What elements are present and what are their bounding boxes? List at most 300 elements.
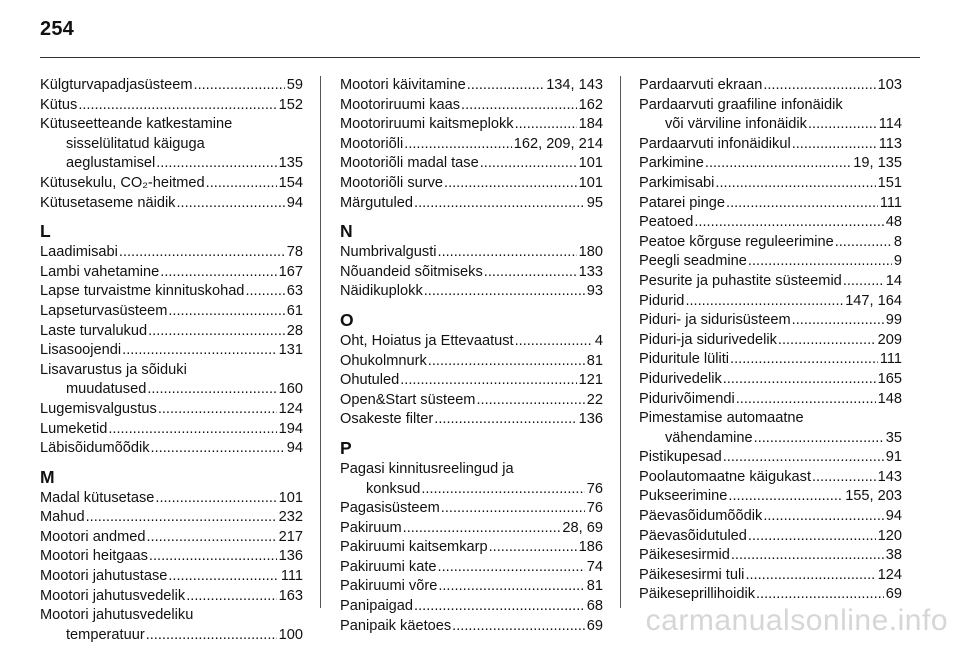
dot-leader: [404, 135, 511, 155]
page-ref[interactable]: 209: [877, 331, 902, 348]
dot-leader: [151, 439, 285, 459]
dot-leader: [694, 213, 883, 233]
index-entry: [340, 371, 603, 391]
dot-leader: [515, 332, 593, 352]
index-entry: [639, 252, 902, 272]
index-entry: [40, 302, 303, 322]
page-ref[interactable]: 154: [278, 174, 303, 191]
dot-leader: [745, 566, 875, 586]
page-ref[interactable]: 99: [885, 312, 902, 329]
entry-title: Piduri- ja sidurisüsteem: [639, 312, 791, 329]
dot-leader: [812, 468, 876, 488]
page-ref[interactable]: 194: [278, 420, 303, 437]
entry-title: Lapseturvasüsteem: [40, 302, 168, 319]
dot-leader: [438, 243, 577, 263]
header-rule: [40, 57, 920, 58]
dot-leader: [726, 194, 878, 214]
index-column-2: [340, 76, 603, 636]
dot-leader: [414, 194, 585, 214]
page-ref[interactable]: 163: [278, 587, 303, 604]
index-entry: [639, 546, 902, 566]
index-entry: [639, 311, 902, 331]
index-entry: [340, 410, 603, 430]
page-ref[interactable]: 22: [586, 391, 603, 408]
index-entry: [40, 439, 303, 459]
entry-title: või värviline infonäidik: [665, 116, 807, 133]
index-entry: [40, 508, 303, 528]
page-ref[interactable]: 38: [885, 547, 902, 564]
entry-title: Oht, Hoiatus ja Ettevaatust: [340, 332, 514, 349]
page-ref[interactable]: 152: [278, 96, 303, 113]
entry-title: Poolautomaatne käigukast: [639, 468, 811, 485]
index-entry: [639, 487, 902, 507]
index-entry-line: [40, 626, 303, 645]
page-ref[interactable]: 95: [586, 194, 603, 211]
dot-leader: [160, 263, 276, 283]
entry-title: Pagasi kinnitusreelingud ja: [340, 460, 514, 477]
index-entry: [340, 499, 603, 519]
page-ref[interactable]: 14: [885, 272, 902, 289]
entry-title: Pimestamise automaatne: [639, 410, 804, 427]
dot-leader: [146, 528, 276, 548]
entry-title: Ohutuled: [340, 372, 400, 389]
dot-leader: [441, 499, 585, 519]
entry-title: muudatused: [66, 381, 147, 398]
dot-leader: [194, 76, 285, 96]
dot-leader: [476, 391, 584, 411]
dot-leader: [778, 331, 876, 351]
index-entry: [639, 96, 902, 135]
entry-title: Lapse turvaistme kinnituskohad: [40, 283, 245, 300]
page-ref[interactable]: 134, 143: [546, 77, 603, 93]
dot-leader: [434, 410, 576, 430]
entry-title: Külgturvapadjasüsteem: [40, 77, 193, 93]
section-letter: L: [40, 221, 51, 242]
page-ref[interactable]: 28, 69: [562, 519, 603, 536]
dot-leader: [792, 135, 877, 155]
index-entry: [40, 96, 303, 116]
index-entry: [40, 322, 303, 342]
page-ref[interactable]: 8: [893, 233, 902, 250]
page-ref[interactable]: 111: [879, 351, 902, 368]
page-ref[interactable]: 81: [586, 578, 603, 595]
index-entry: [40, 489, 303, 509]
dot-leader: [147, 380, 276, 400]
page-ref[interactable]: 124: [278, 400, 303, 417]
entry-title: Piduritule lüliti: [639, 351, 730, 368]
dot-leader: [748, 252, 892, 272]
index-entry: [40, 587, 303, 607]
index-entry: [639, 468, 902, 488]
section-letter: O: [340, 309, 354, 330]
dot-leader: [756, 585, 884, 605]
dot-leader: [438, 558, 585, 578]
entry-title: Mootori andmed: [40, 528, 146, 545]
index-entry: [639, 566, 902, 586]
index-entry: [639, 390, 902, 410]
entry-title: Numbrivalgusti: [340, 244, 437, 261]
index-entry: [639, 213, 902, 233]
entry-title: Pukseerimine: [639, 488, 728, 505]
dot-leader: [186, 587, 276, 607]
entry-title: Päikeseprillihoidik: [639, 586, 755, 603]
entry-title: Mootoriõli surve: [340, 174, 444, 191]
index-entry: [639, 194, 902, 214]
page-ref[interactable]: 9: [893, 253, 902, 270]
index-entry: [40, 567, 303, 587]
index-entry-line: [340, 480, 603, 500]
page-ref[interactable]: 94: [885, 508, 902, 525]
dot-leader: [122, 341, 277, 361]
index-entry: [40, 263, 303, 283]
entry-title: Päevasõidutuled: [639, 527, 747, 544]
entry-title: Mootori jahutustase: [40, 568, 168, 585]
dot-leader: [705, 154, 851, 174]
entry-title: Laste turvalukud: [40, 322, 148, 339]
dot-leader: [421, 480, 584, 500]
entry-title: Osakeste filter: [340, 411, 434, 428]
index-entry: [639, 507, 902, 527]
index-entry: [639, 370, 902, 390]
page-ref[interactable]: 180: [578, 244, 603, 261]
index-entry: [40, 400, 303, 420]
dot-leader: [835, 233, 892, 253]
page-number: 254: [40, 18, 74, 40]
page-ref[interactable]: 167: [278, 263, 303, 280]
index-entry: [639, 585, 902, 605]
entry-title: Lugemisvalgustus: [40, 400, 157, 417]
entry-title: Ohukolmnurk: [340, 352, 427, 369]
entry-title: Läbisõidumõõdik: [40, 440, 150, 457]
entry-title: Peegli seadmine: [639, 253, 747, 270]
page-ref[interactable]: 76: [586, 480, 603, 497]
index-entry: [40, 174, 303, 194]
page-ref[interactable]: 160: [278, 381, 303, 398]
entry-title: Pakiruumi kate: [340, 558, 437, 575]
entry-title: Päikesesirmi tuli: [639, 566, 745, 583]
dot-leader: [155, 489, 276, 509]
entry-title: Mootoriruumi kaitsmeplokk: [340, 116, 514, 133]
index-entry: [639, 292, 902, 312]
index-entry: [639, 527, 902, 547]
entry-title: Pakiruumi võre: [340, 578, 438, 595]
page-ref[interactable]: 232: [278, 509, 303, 526]
dot-leader: [146, 626, 277, 645]
entry-title: Mootoriruumi kaas: [340, 96, 461, 113]
index-entry: [639, 174, 902, 194]
page-ref[interactable]: 136: [578, 411, 603, 428]
entry-title: Peatoe kõrguse reguleerimine: [639, 233, 834, 250]
dot-leader: [108, 420, 276, 440]
index-entry: [639, 409, 902, 448]
index-entry: [340, 391, 603, 411]
entry-title: Mootori jahutusvedeliku: [40, 607, 194, 624]
index-entry: [340, 135, 603, 155]
page-ref[interactable]: 35: [885, 429, 902, 446]
dot-leader: [400, 371, 576, 391]
page-ref[interactable]: 121: [578, 372, 603, 389]
entry-title: Kütusekulu, CO₂-heitmed: [40, 174, 205, 191]
entry-title: temperatuur: [66, 626, 145, 643]
entry-title: Kütuseetteande katkestamine: [40, 116, 233, 133]
entry-title: aeglustamisel: [66, 155, 156, 172]
page-ref[interactable]: 131: [278, 342, 303, 359]
page-ref[interactable]: 74: [586, 558, 603, 575]
entry-title: Pakiruum: [340, 519, 402, 536]
entry-title: Mootori jahutusvedelik: [40, 587, 186, 604]
column-divider-1: [320, 76, 321, 608]
dot-leader: [730, 350, 878, 370]
entry-title: Pidurid: [639, 292, 685, 309]
index-entry: [340, 577, 603, 597]
entry-title: Pesurite ja puhastite süsteemid: [639, 272, 842, 289]
dot-leader: [78, 96, 276, 116]
index-entry: [40, 528, 303, 548]
dot-leader: [685, 292, 843, 312]
index-entry: [340, 597, 603, 617]
dot-leader: [515, 115, 577, 135]
page-ref[interactable]: 135: [278, 155, 303, 172]
entry-title: Peatoed: [639, 214, 694, 231]
index-entry: [340, 519, 603, 539]
index-entry-line: [639, 115, 902, 135]
page-ref[interactable]: 148: [877, 390, 902, 407]
page-ref[interactable]: 162: [578, 96, 603, 113]
dot-leader: [424, 282, 585, 302]
page-ref[interactable]: 165: [877, 370, 902, 387]
index-entry: [340, 243, 603, 263]
entry-title: Kütusetaseme näidik: [40, 194, 176, 211]
dot-leader: [715, 174, 875, 194]
page-ref[interactable]: 81: [586, 352, 603, 369]
page-ref[interactable]: 91: [885, 449, 902, 466]
dot-leader: [176, 194, 284, 214]
page-ref[interactable]: 113: [878, 135, 902, 152]
page-ref[interactable]: 68: [586, 598, 603, 615]
index-entry: [40, 361, 303, 400]
entry-title: Mootoriõli: [340, 135, 404, 152]
page-ref[interactable]: 19, 135: [853, 155, 902, 172]
entry-title: Madal kütusetase: [40, 489, 155, 506]
page-ref[interactable]: 111: [280, 568, 303, 585]
page-ref[interactable]: 48: [885, 214, 902, 231]
dot-leader: [728, 487, 843, 507]
entry-title: Panipaigad: [340, 598, 414, 615]
index-entry: [639, 76, 902, 96]
section-letter: P: [340, 437, 352, 458]
index-entry: [639, 272, 902, 292]
dot-leader: [748, 527, 876, 547]
page-ref[interactable]: 120: [877, 527, 902, 544]
page-ref[interactable]: 78: [286, 244, 303, 261]
index-entry: [639, 154, 902, 174]
index-column-3: [639, 76, 902, 605]
entry-title: Piduri-ja sidurivedelik: [639, 331, 777, 348]
dot-leader: [403, 519, 561, 539]
dot-leader: [484, 263, 577, 283]
index-entry: [340, 558, 603, 578]
dot-leader: [763, 76, 875, 96]
page-ref[interactable]: 100: [278, 626, 303, 643]
entry-title: Parkimine: [639, 155, 704, 172]
page-ref[interactable]: 61: [286, 302, 303, 319]
dot-leader: [763, 507, 883, 527]
page-ref[interactable]: 28: [286, 322, 303, 339]
page-ref[interactable]: 114: [878, 116, 902, 133]
entry-title: Mootori heitgaas: [40, 548, 148, 565]
index-entry: [40, 282, 303, 302]
entry-title: Märgutuled: [340, 194, 414, 211]
entry-title: Patarei pinge: [639, 194, 726, 211]
page-ref[interactable]: 133: [578, 263, 603, 280]
dot-leader: [808, 115, 877, 135]
dot-leader: [452, 617, 585, 637]
entry-title: Parkimisabi: [639, 174, 715, 191]
entry-title: Mahud: [40, 509, 85, 526]
entry-title: Päikesesirmid: [639, 547, 730, 564]
index-entry: [340, 154, 603, 174]
index-entry: [340, 263, 603, 283]
index-entry: [340, 174, 603, 194]
page-ref[interactable]: 94: [286, 194, 303, 211]
dot-leader: [148, 322, 285, 342]
index-entry: [340, 76, 603, 96]
entry-title: Pardaarvuti ekraan: [639, 77, 763, 93]
entry-title: Pardaarvuti graafiline infonäidik: [639, 96, 843, 113]
index-entry: [340, 352, 603, 372]
entry-title: vähendamine: [665, 429, 753, 446]
index-entry: [40, 76, 303, 96]
entry-title: sisselülitatud käiguga: [66, 135, 205, 152]
index-entry: [340, 617, 603, 637]
page-ref[interactable]: 94: [286, 440, 303, 457]
page-ref[interactable]: 101: [278, 489, 303, 506]
page-ref[interactable]: 76: [586, 500, 603, 517]
index-entry-line: [40, 154, 303, 174]
entry-title: Kütus: [40, 96, 78, 113]
dot-leader: [467, 76, 544, 96]
index-entry: [639, 350, 902, 370]
page-ref[interactable]: 162, 209, 214: [513, 135, 603, 152]
index-entry: [340, 538, 603, 558]
dot-leader: [158, 400, 277, 420]
dot-leader: [723, 370, 876, 390]
entry-title: konksud: [366, 480, 421, 497]
index-entry: [340, 96, 603, 116]
index-entry-line: [639, 429, 902, 449]
page-ref[interactable]: 186: [578, 539, 603, 556]
dot-leader: [86, 508, 277, 528]
entry-title: Lambi vahetamine: [40, 263, 160, 280]
dot-leader: [438, 577, 584, 597]
page-ref[interactable]: 184: [578, 116, 603, 133]
index-entry: [340, 115, 603, 135]
entry-title: Pistikupesad: [639, 449, 722, 466]
page-ref[interactable]: 124: [877, 566, 902, 583]
page-ref[interactable]: 143: [877, 468, 902, 485]
entry-title: Pagasisüsteem: [340, 500, 440, 517]
index-entry: [639, 331, 902, 351]
dot-leader: [444, 174, 577, 194]
index-entry: [639, 135, 902, 155]
page-ref[interactable]: 111: [879, 194, 902, 211]
entry-title: Päevasõidumõõdik: [639, 508, 763, 525]
entry-title: Lisasoojendi: [40, 342, 122, 359]
dot-leader: [489, 538, 577, 558]
dot-leader: [736, 390, 876, 410]
index-entry: [40, 341, 303, 361]
page-ref[interactable]: 151: [877, 174, 902, 191]
index-entry: [40, 547, 303, 567]
entry-title: Pidurivedelik: [639, 370, 722, 387]
index-entry: [40, 243, 303, 263]
page-ref[interactable]: 101: [578, 174, 603, 191]
dot-leader: [245, 282, 284, 302]
dot-leader: [156, 154, 276, 174]
page-ref[interactable]: 4: [594, 332, 603, 349]
section-letter: N: [340, 221, 353, 242]
page-ref[interactable]: 147, 164: [845, 292, 902, 309]
page-ref[interactable]: 69: [885, 586, 902, 603]
entry-title: Pakiruumi kaitsemkarp: [340, 539, 488, 556]
dot-leader: [792, 311, 884, 331]
entry-title: Lisavarustus ja sõiduki: [40, 361, 187, 378]
entry-title: Nõuandeid sõitmiseks: [340, 263, 483, 280]
index-entry: [40, 420, 303, 440]
dot-leader: [754, 429, 884, 449]
dot-leader: [843, 272, 884, 292]
page-ref[interactable]: 93: [586, 283, 603, 300]
index-entry: [40, 194, 303, 214]
index-entry-line: [40, 380, 303, 400]
page-ref[interactable]: 59: [286, 77, 303, 93]
page-ref[interactable]: 136: [278, 548, 303, 565]
page-ref[interactable]: 217: [278, 528, 303, 545]
dot-leader: [149, 547, 277, 567]
page-ref[interactable]: 101: [578, 155, 603, 172]
dot-leader: [480, 154, 577, 174]
page-ref[interactable]: 103: [877, 77, 902, 93]
index-entry: [40, 115, 303, 174]
entry-title: Open&Start süsteem: [340, 391, 476, 408]
index-entry: [340, 282, 603, 302]
index-entry: [340, 332, 603, 352]
page-ref[interactable]: 63: [286, 283, 303, 300]
entry-title: Mootori käivitamine: [340, 77, 466, 93]
entry-title: Lumeketid: [40, 420, 108, 437]
index-entry: [340, 460, 603, 499]
entry-title: Näidikuplokk: [340, 283, 423, 300]
entry-title: Panipaik käetoes: [340, 617, 452, 634]
section-letter: M: [40, 466, 55, 487]
page-ref[interactable]: 69: [586, 617, 603, 634]
dot-leader: [731, 546, 884, 566]
dot-leader: [119, 243, 285, 263]
dot-leader: [168, 567, 278, 587]
index-entry: [639, 448, 902, 468]
entry-title: Laadimisabi: [40, 244, 118, 261]
dot-leader: [414, 597, 585, 617]
index-entry: [639, 233, 902, 253]
entry-title: Pardaarvuti infonäidikul: [639, 135, 791, 152]
page-ref[interactable]: 155, 203: [845, 488, 902, 505]
index-entry: [340, 194, 603, 214]
column-divider-2: [620, 76, 621, 608]
dot-leader: [168, 302, 284, 322]
index-column-1: [40, 76, 303, 645]
entry-title: Pidurivõimendi: [639, 390, 735, 407]
index-entry: [40, 606, 303, 645]
